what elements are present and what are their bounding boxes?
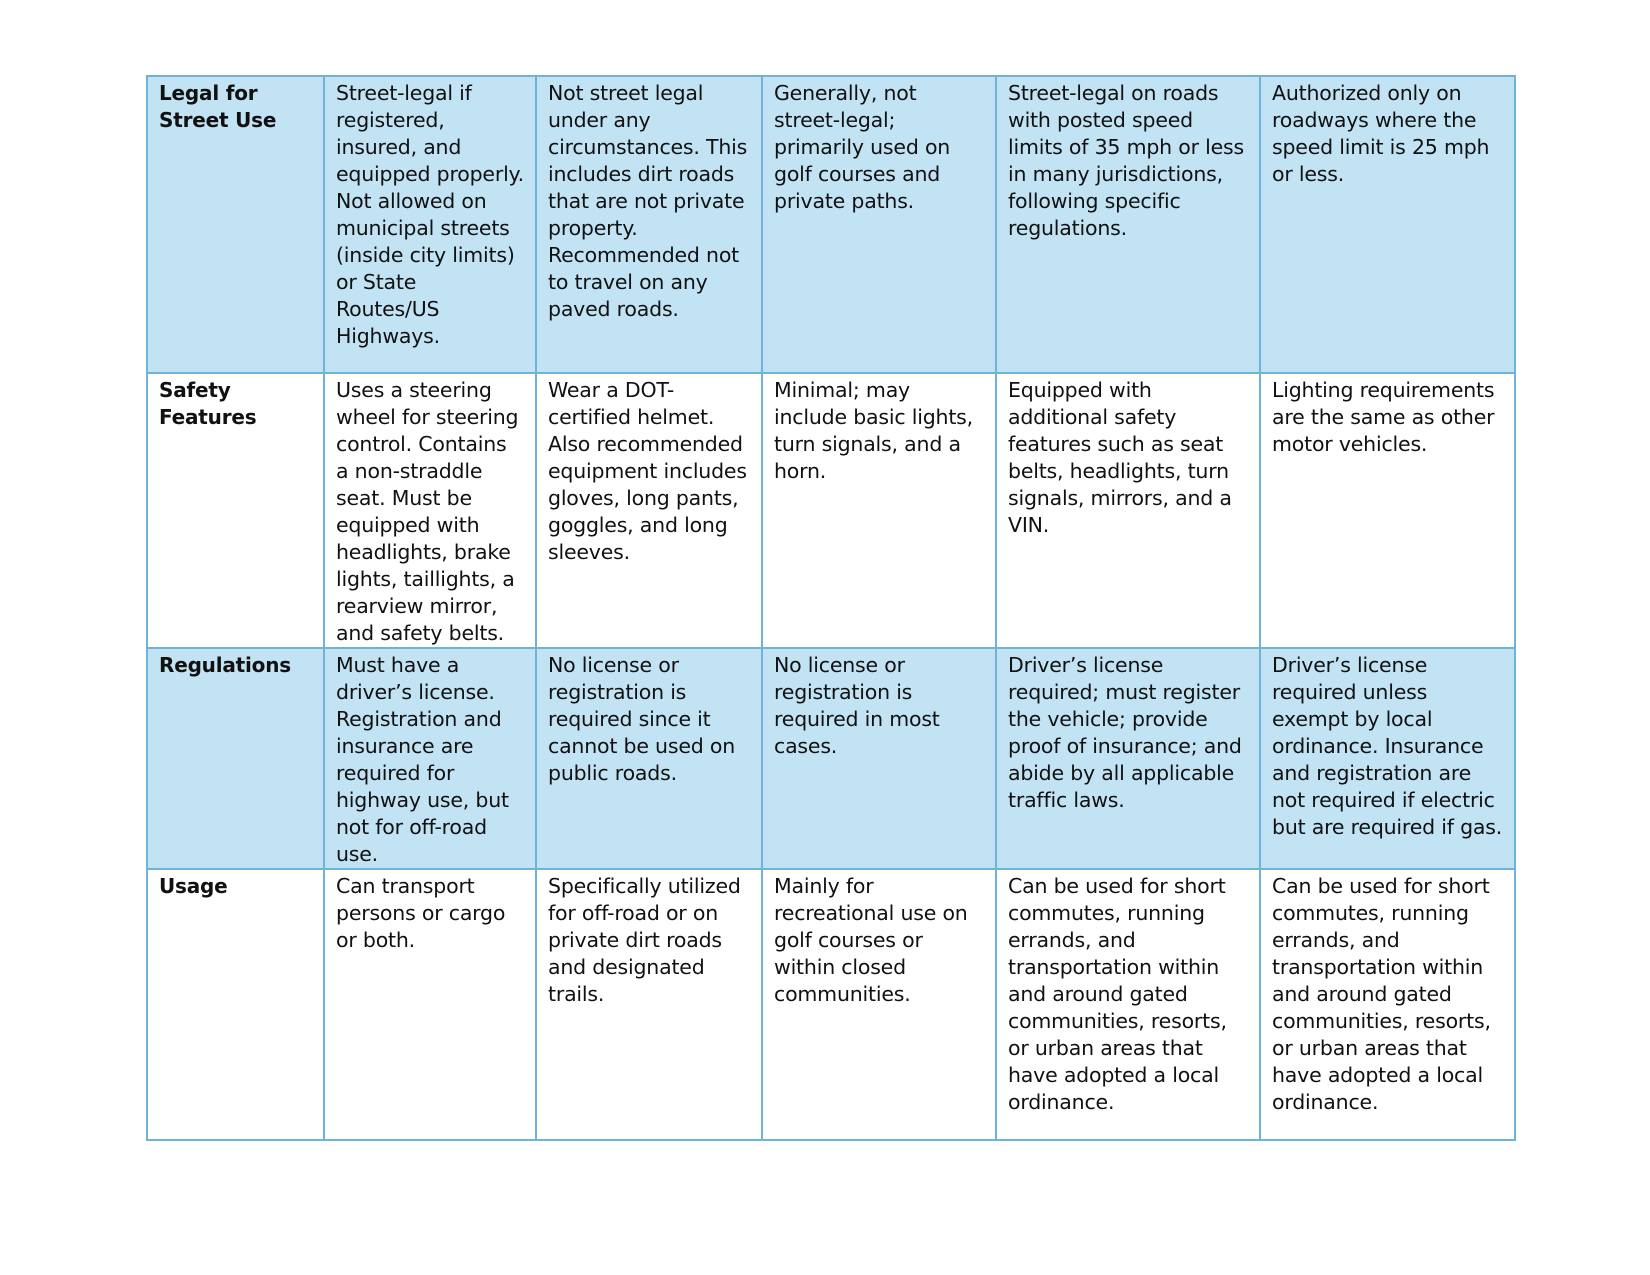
row-header: Legal for Street Use <box>147 76 324 373</box>
table-cell: Lighting requirements are the same as other motor vehicles. <box>1260 373 1515 648</box>
row-header: Safety Features <box>147 373 324 648</box>
table-cell: Uses a steering wheel for steering control. Contains a non-straddle seat. Must be equipped with headlights, brake lights, taillights, a rearview mirror, and safety belts. <box>324 373 536 648</box>
table-row-legal-for-street-use <box>147 76 1515 373</box>
table-cell: Can be used for short commutes, running errands, and transportation within and around gated communities, resorts, or urban areas that have adopted a local ordinance. <box>996 869 1260 1140</box>
table-cell: Driver’s license required unless exempt by local ordinance. Insurance and registration are not required if electric but are required if gas. <box>1260 648 1515 869</box>
table-cell: No license or registration is required in most cases. <box>762 648 996 869</box>
row-header: Usage <box>147 869 324 1140</box>
row-header: Regulations <box>147 648 324 869</box>
table-cell: Not street legal under any circumstances. This includes dirt roads that are not private property. Recommended not to travel on any paved roads. <box>536 76 762 373</box>
table-row-usage <box>147 869 1515 1140</box>
table-cell: Specifically utilized for off-road or on private dirt roads and designated trails. <box>536 869 762 1140</box>
table-cell: Wear a DOT-certified helmet. Also recommended equipment includes gloves, long pants, goggles, and long sleeves. <box>536 373 762 648</box>
table-cell: Authorized only on roadways where the speed limit is 25 mph or less. <box>1260 76 1515 373</box>
table-cell: Street-legal on roads with posted speed limits of 35 mph or less in many jurisdictions, following specific regulations. <box>996 76 1260 373</box>
comparison-table <box>146 75 1516 1141</box>
table-row-regulations <box>147 648 1515 869</box>
table-cell: Can transport persons or cargo or both. <box>324 869 536 1140</box>
table-cell: Generally, not street-legal; primarily used on golf courses and private paths. <box>762 76 996 373</box>
table-cell: Mainly for recreational use on golf courses or within closed communities. <box>762 869 996 1140</box>
table-cell: No license or registration is required since it cannot be used on public roads. <box>536 648 762 869</box>
table-cell: Equipped with additional safety features such as seat belts, headlights, turn signals, mirrors, and a VIN. <box>996 373 1260 648</box>
table-cell: Can be used for short commutes, running errands, and transportation within and around gated communities, resorts, or urban areas that have adopted a local ordinance. <box>1260 869 1515 1140</box>
table-cell: Street-legal if registered, insured, and equipped properly. Not allowed on municipal streets (inside city limits) or State Routes/US Highways. <box>324 76 536 373</box>
table-cell: Minimal; may include basic lights, turn signals, and a horn. <box>762 373 996 648</box>
table-cell: Driver’s license required; must register the vehicle; provide proof of insurance; and abide by all applicable traffic laws. <box>996 648 1260 869</box>
table-row-safety-features <box>147 373 1515 648</box>
table-cell: Must have a driver’s license. Registration and insurance are required for highway use, but not for off-road use. <box>324 648 536 869</box>
